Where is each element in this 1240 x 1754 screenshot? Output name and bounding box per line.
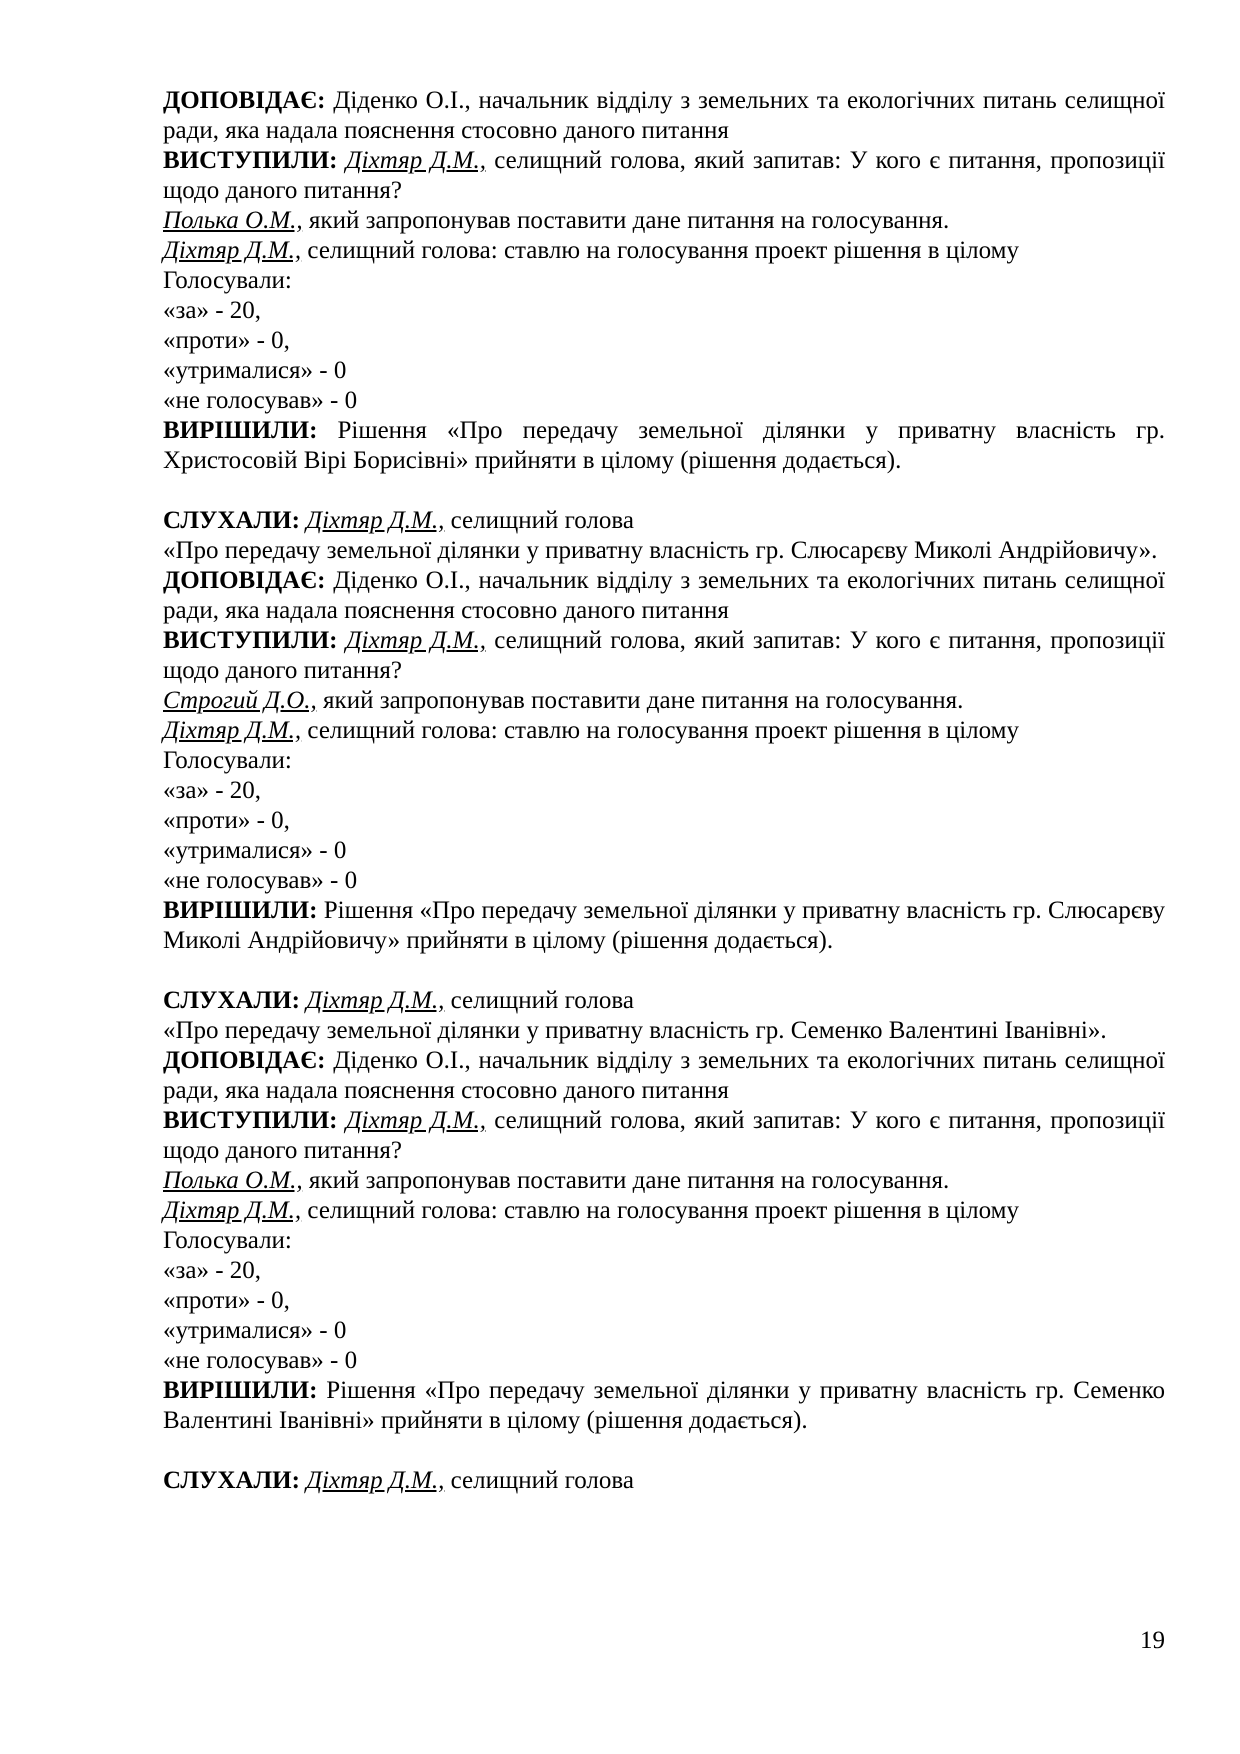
spacer [163,956,1165,986]
decision-paragraph: ВИРІШИЛИ: Рішення «Про передачу земельної ділянки у приватну власність гр. Христосовій Вірі Борисівні» прийняти в цілому (рішення додається). [163,417,1165,474]
proposal-paragraph: Полька О.М., який запропонував поставити дане питання на голосування. [163,207,950,234]
vote-abstained: «утрималися» - 0 [163,357,347,384]
spoke-paragraph: ВИСТУПИЛИ: Діхтяр Д.М., селищний голова, який запитав: У кого є питання, пропозиції щодо даного питання? [163,1107,1165,1164]
decision-paragraph: ВИРІШИЛИ: Рішення «Про передачу земельної ділянки у приватну власність гр. Слюсарєву Миколі Андрійовичу» прийняти в цілому (рішення додається). [163,897,1165,954]
page-number: 19 [1140,1627,1165,1654]
vote-for: «за» - 20, [163,777,262,804]
reporter-paragraph: ДОПОВІДАЄ: Діденко О.І., начальник відділу з земельних та екологічних питань селищної ради, яка надала пояснення стосовно даного питання [163,567,1165,624]
vote-call-paragraph: Діхтяр Д.М., селищний голова: ставлю на голосування проект рішення в цілому [163,237,1019,264]
vote-call-paragraph: Діхтяр Д.М., селищний голова: ставлю на голосування проект рішення в цілому [163,717,1019,744]
label-reports: ДОПОВІДАЄ: [163,87,326,114]
spacer [163,1436,1165,1466]
document-body [163,86,1165,1496]
vote-call-paragraph: Діхтяр Д.М., селищний голова: ставлю на голосування проект рішення в цілому [163,1197,1019,1224]
voted-label: Голосували: [163,267,292,294]
heard-paragraph: СЛУХАЛИ: Діхтяр Д.М., селищний голова [163,507,634,534]
vote-abstained: «утрималися» - 0 [163,837,347,864]
vote-against: «проти» - 0, [163,327,290,354]
vote-abstained: «утрималися» - 0 [163,1317,347,1344]
heard-paragraph: СЛУХАЛИ: Діхтяр Д.М., селищний голова [163,987,634,1014]
proposal-paragraph: Полька О.М., який запропонував поставити дане питання на голосування. [163,1167,950,1194]
heard-paragraph: СЛУХАЛИ: Діхтяр Д.М., селищний голова [163,1467,634,1494]
voted-label: Голосували: [163,747,292,774]
spacer [163,476,1165,506]
reporter-paragraph: ДОПОВІДАЄ: Діденко О.І., начальник відділу з земельних та екологічних питань селищної ради, яка надала пояснення стосовно даного питання [163,1047,1165,1104]
voted-label: Голосували: [163,1227,292,1254]
reporter-paragraph: ДОПОВІДАЄ: Діденко О.І., начальник відділу з земельних та екологічних питань селищної ради, яка надала пояснення стосовно даного питання [163,87,1165,144]
vote-against: «проти» - 0, [163,807,290,834]
spoke-paragraph: ВИСТУПИЛИ: Діхтяр Д.М., селищний голова, який запитав: У кого є питання, пропозиції щодо даного питання? [163,147,1165,204]
vote-for: «за» - 20, [163,1257,262,1284]
decision-paragraph: ВИРІШИЛИ: Рішення «Про передачу земельної ділянки у приватну власність гр. Семенко Валентині Іванівні» прийняти в цілому (рішення додається). [163,1377,1165,1434]
vote-against: «проти» - 0, [163,1287,290,1314]
item-title: «Про передачу земельної ділянки у приватну власність гр. Семенко Валентині Іванівні». [163,1017,1107,1044]
vote-not-voted: «не голосував» - 0 [163,387,358,414]
spoke-paragraph: ВИСТУПИЛИ: Діхтяр Д.М., селищний голова, який запитав: У кого є питання, пропозиції щодо даного питання? [163,627,1165,684]
item-title: «Про передачу земельної ділянки у приватну власність гр. Слюсарєву Миколі Андрійовичу». [163,537,1158,564]
proposal-paragraph: Строгий Д.О., який запропонував поставити дане питання на голосування. [163,687,964,714]
name-link: Діхтяр Д.М., [345,147,486,174]
vote-not-voted: «не голосував» - 0 [163,1347,358,1374]
vote-not-voted: «не голосував» - 0 [163,867,358,894]
vote-for: «за» - 20, [163,297,262,324]
